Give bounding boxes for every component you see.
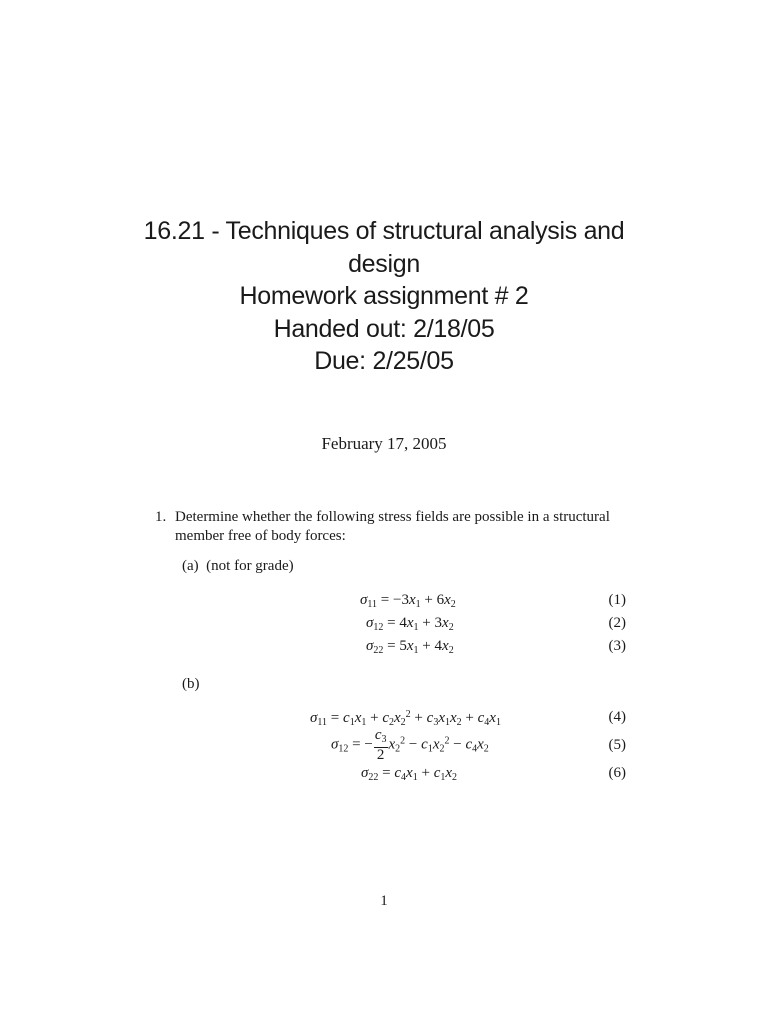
document-title [0,215,768,378]
equation-row-1 [155,592,630,614]
equation-row-5 [155,727,630,763]
handed-out-line: Handed out: 2/18/05 [273,314,495,343]
problem-1 [155,508,630,546]
part-a-note: (not for grade) [206,558,294,574]
equation-row-2 [155,615,630,637]
equation-4: $\sigma_{11} = c_1x_1 + c_2x_2^2 + c_3x_1x_2 + c_4x_1$ [310,709,501,728]
equation-number-3: (3) [608,638,626,654]
equation-5: $\sigma_{12}$ = − $\frac{c_3}{2}$ $x_2^2 - c_1x_2^2 - c_4x_2$ [331,727,489,763]
document-date: February 17, 2005 [321,434,447,453]
equation-number-1: (1) [608,592,626,608]
part-a-label: (a) [182,558,199,574]
equation-number-6: (6) [608,765,626,781]
problem-number: 1. [155,509,167,525]
page-number: 1 [380,893,388,909]
title-line-1: 16.21 - Techniques of structural analysis and [143,217,625,245]
title-line-2: design [348,249,420,278]
equation-3: $\sigma_{22} = 5x_1 + 4x_2$ [366,638,454,656]
assignment-line: Homework assignment # 2 [239,282,529,310]
fraction-c3-over-2: $\frac{c_3}{2}$ [374,727,387,763]
part-b-heading [182,676,200,693]
equation-2: $\sigma_{12} = 4x_1 + 3x_2$ [366,615,454,633]
equation-number-4: (4) [608,709,626,725]
equation-1: $\sigma_{11} = -3x_1 + 6x_2$ [360,592,456,610]
equation-row-3 [155,638,630,660]
equation-number-2: (2) [608,615,626,631]
problem-statement: Determine whether the following stress fields are possible in a structural member free of body forces: [175,509,610,544]
equation-row-6 [155,765,630,787]
due-line: Due: 2/25/05 [314,347,454,375]
part-a-heading [182,558,294,575]
part-b-label: (b) [182,676,200,692]
equation-6: $\sigma_{22} = c_4x_1 + c_1x_2$ [361,765,458,783]
equation-number-5: (5) [608,737,626,753]
